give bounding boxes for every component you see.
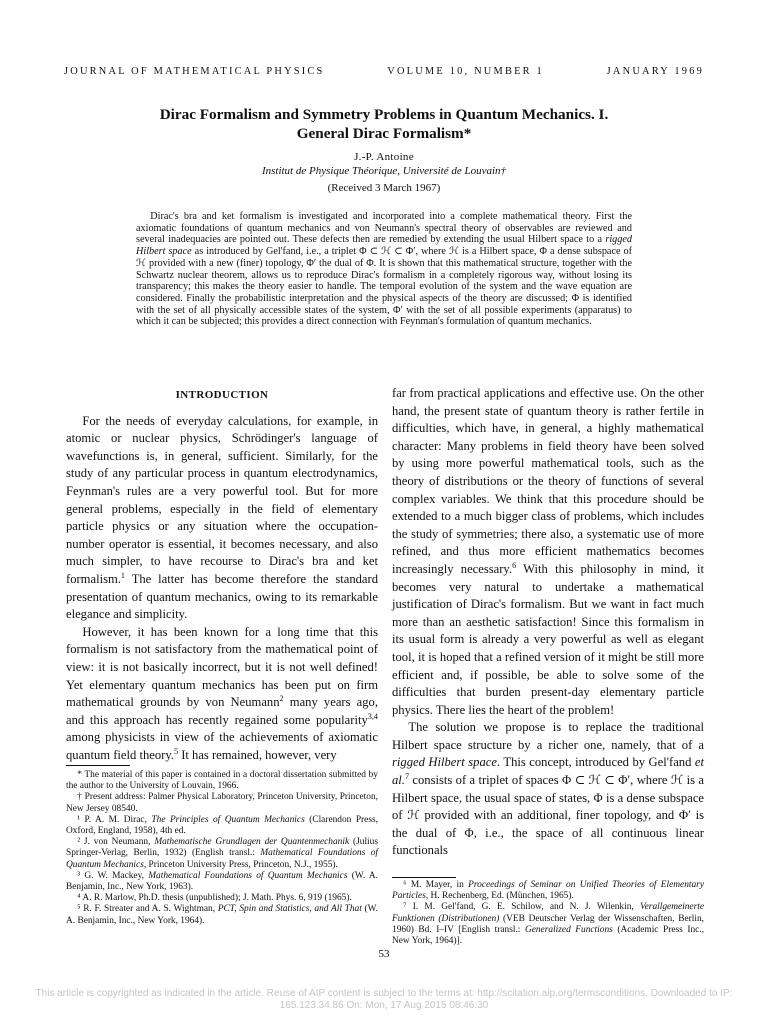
text: , H. Rechenberg, Ed. (München, 1965). <box>425 891 574 902</box>
abstract <box>136 211 632 328</box>
book-title: Generalized Functions <box>524 924 613 935</box>
footnote <box>66 837 378 871</box>
intro-paragraph-2 <box>66 624 378 765</box>
footnotes-left <box>66 770 378 927</box>
text: ⁶ M. Mayer, in <box>403 880 469 890</box>
footnote <box>66 871 378 893</box>
text: ¹ P. A. M. Dirac, <box>77 814 152 825</box>
author: J.-P. Antoine <box>354 151 414 163</box>
received-date: (Received 3 March 1967) <box>327 182 441 194</box>
copyright-line-1: This article is copyrighted as indicated in the article. Reuse of AIP content is subject to the terms at: http://scitation.aip.org/termsconditions. Downloaded to IP: <box>35 988 733 999</box>
abstract-rigged-term: rigged Hilbert space <box>136 234 632 258</box>
footnote <box>392 880 704 902</box>
journal-name: JOURNAL OF MATHEMATICAL PHYSICS <box>64 66 325 77</box>
text: (Academic Press Inc., New York, 1964)]. <box>392 924 704 947</box>
text: The solution we propose is to replace the traditional Hilbert space structure by a richer one, namely, that of a <box>392 720 704 752</box>
text: (Clarendon Press, Oxford, England, 1958), 4th ed. <box>66 814 378 837</box>
intro-paragraph-4 <box>392 719 704 860</box>
footnote <box>392 902 704 947</box>
right-column <box>392 385 704 860</box>
book-title: Verallgemeinerte Funktionen (Distributionen) <box>392 902 704 924</box>
section-heading: INTRODUCTION <box>175 389 269 401</box>
et-al: et al. <box>392 755 704 788</box>
book-title: Mathematical Foundations of Quantum Mechanics <box>148 870 348 881</box>
footnote <box>66 770 378 792</box>
book-title: Proceedings of Seminar on Unified Theories of Elementary Particles <box>392 880 704 902</box>
text: among physicists in view of the achievements of axiomatic quantum field theory. <box>66 730 378 762</box>
ref-marker[interactable]: 6 <box>512 560 517 570</box>
text: † Present address: Palmer Physical Laboratory, Princeton University, Princeton, New Jersey 08540. <box>66 792 378 814</box>
book-title: Mathematische Grundlagen der Quantenmechanik <box>154 837 350 848</box>
text: ⁴ A. R. Marlow, Ph.D. thesis (unpublished); J. Math. Phys. 6, 919 (1965). <box>77 893 352 904</box>
text: consists of a triplet of spaces Φ ⊂ ℋ ⊂ Φ′, where ℋ is a Hilbert space, the usual space of states, Φ is a dense subspace of ℋ provided with an additional, finer topology, and Φ′ is the dual of Φ, i.e., the space of all continuous linear functionals <box>392 773 704 858</box>
copyright-notice <box>0 988 768 1012</box>
abstract-text-2: as introduced by Gel'fand, i.e., a triplet Φ ⊂ ℋ ⊂ Φ′, where ℋ is a Hilbert space, Φ a dense subspace of ℋ provided with a new (finer) topology, Φ′ the dual of Φ. It is shown that this mathematical structure, together with the Schwartz nuclear theorem, allows us to reproduce Dirac's formalism in a completely rigorous way, without losing its transparency; this makes the theory easier to handle. The temporal evolution of the system and the wave equation are considered. Finally the probabilistic interpretation and the physical aspects of the theory are discussed; Φ is identified with the set of all physically accessible states of the system, Φ′ with the set of all possible experiments (apparatus) to which it can be subjected; this provides a direct connection with Feynman's formulation of quantum mechanics. <box>136 246 633 328</box>
ref-marker[interactable]: 7 <box>404 771 410 781</box>
book-title: Mathematical Foundations of Quantum Mechanics <box>66 848 378 870</box>
footnote-divider-right <box>392 877 456 878</box>
rigged-term: rigged Hilbert space <box>392 755 497 770</box>
page-number: 53 <box>378 948 390 960</box>
journal-header <box>64 66 704 77</box>
footnote <box>66 815 378 837</box>
text: , Princeton University Press, Princeton, N.J., 1955). <box>143 859 338 870</box>
text: * The material of this paper is contained in a doctoral dissertation submitted by the author to the University of Louvain, 1966. <box>66 770 378 792</box>
left-column <box>66 385 378 764</box>
text: With this philosophy in mind, it becomes very natural to undertake a mathematical justification of Dirac's formalism. But we want in fact much more than an aesthetic satisfaction! Since this formalism in its usual form is already a very powerful as well as elegant tool, it is hoped that a refined version of it might be still more efficient and, if possible, be able to solve some of the difficulties that burden present-day elementary particle physics. There lies the heart of the problem! <box>392 561 704 717</box>
ref-marker[interactable]: 1 <box>120 570 126 580</box>
text: . This concept, introduced by Gel'fand <box>496 755 695 770</box>
text: For the needs of everyday calculations, for example, in atomic or nuclear physics, Schrödinger's language of wavefunctions is, in general, sufficient. Similarly, for the study of any particular process in quantum electrodynamics, Feynman's rules are a very powerful tool. But for more general problems, especially in the field of elementary particle physics or any situation where the occupation-number operator is essential, it becomes necessary, and also much simpler, to have recourse to Dirac's bra and ket formalism. <box>66 413 378 586</box>
footnote <box>66 893 378 904</box>
text: However, it has been known for a long time that this formalism is not satisfactory from the mathematical point of view: it is not basically incorrect, but it is not well defined! Yet elementary quantum mechanics has been put on firm mathematical grounds by von Neumann <box>66 624 378 710</box>
journal-date: JANUARY 1969 <box>606 66 704 77</box>
text: (W. A. Benjamin, Inc., New York, 1964). <box>66 904 379 926</box>
footnotes-right <box>392 880 704 947</box>
text: It has remained, however, very <box>178 747 337 762</box>
text: (Julius Springer-Verlag, Berlin, 1932) (English transl.: <box>66 837 378 859</box>
affiliation: Institut de Physique Théorique, Université de Louvain† <box>261 165 507 177</box>
text: (W. A. Benjamin, Inc., New York, 1963). <box>66 870 379 893</box>
ref-marker[interactable]: 3,4 <box>367 711 378 721</box>
abstract-text-1: Dirac's bra and ket formalism is investigated and incorporated into a complete mathematical theory. First the axiomatic foundations of quantum mechanics and von Neumann's spectral theory of observables are reviewed and several inadequacies are pointed out. These defects then are remedied by extending the usual Hilbert space to a <box>136 211 632 246</box>
paper-title <box>60 105 708 143</box>
intro-paragraph-3 <box>392 385 704 719</box>
text: The latter has become therefore the standard presentation of quantum mechanics, owing to its remarkable elegance and simplicity. <box>66 571 378 622</box>
title-line-1: Dirac Formalism and Symmetry Problems in Quantum Mechanics. I. <box>159 106 609 123</box>
copyright-line-2: 165.123.34.86 On: Mon, 17 Aug 2015 08:46:30 <box>279 1000 489 1011</box>
journal-volume: VOLUME 10, NUMBER 1 <box>387 66 544 77</box>
title-line-2: General Dirac Formalism* <box>296 125 472 142</box>
ref-marker[interactable]: 2 <box>279 693 284 703</box>
book-title: The Principles of Quantum Mechanics <box>151 814 305 825</box>
footnote <box>66 792 378 814</box>
footnote-divider-left <box>66 765 130 766</box>
text: ⁵ R. F. Streater and A. S. Wightman, <box>77 904 218 915</box>
ref-marker[interactable]: 5 <box>173 746 179 756</box>
intro-paragraph-1 <box>66 413 378 624</box>
footnote <box>66 904 378 926</box>
book-title: PCT, Spin and Statistics, and All That <box>217 904 362 915</box>
text: ³ G. W. Mackey, <box>77 870 149 881</box>
text: ⁷ I. M. Gel'fand, G. E. Schilow, and N. J. Wilenkin, <box>403 902 640 913</box>
text: many years ago, and this approach has recently regained some popularity <box>66 695 379 727</box>
text: (VEB Deutscher Verlag der Wissenschaften, Berlin, 1960) Bd. I–IV [English transl.: <box>392 913 704 935</box>
text: ² J. von Neumann, <box>77 837 155 848</box>
text: far from practical applications and effective use. On the other hand, the present state of quantum theory is rather fertile in difficulties, which have, in general, a highly mathematical character: Many problems in field theory have been solved by using more powerful mathematical tools, such as the theory of distributions or the theory of functions of several complex variables. We think that this procedure should be extended to a much bigger class of problems, which includes the study of symmetries; there also, a systematic use of more refined, and thus more efficient mathematics becomes increasingly necessary. <box>392 386 704 576</box>
